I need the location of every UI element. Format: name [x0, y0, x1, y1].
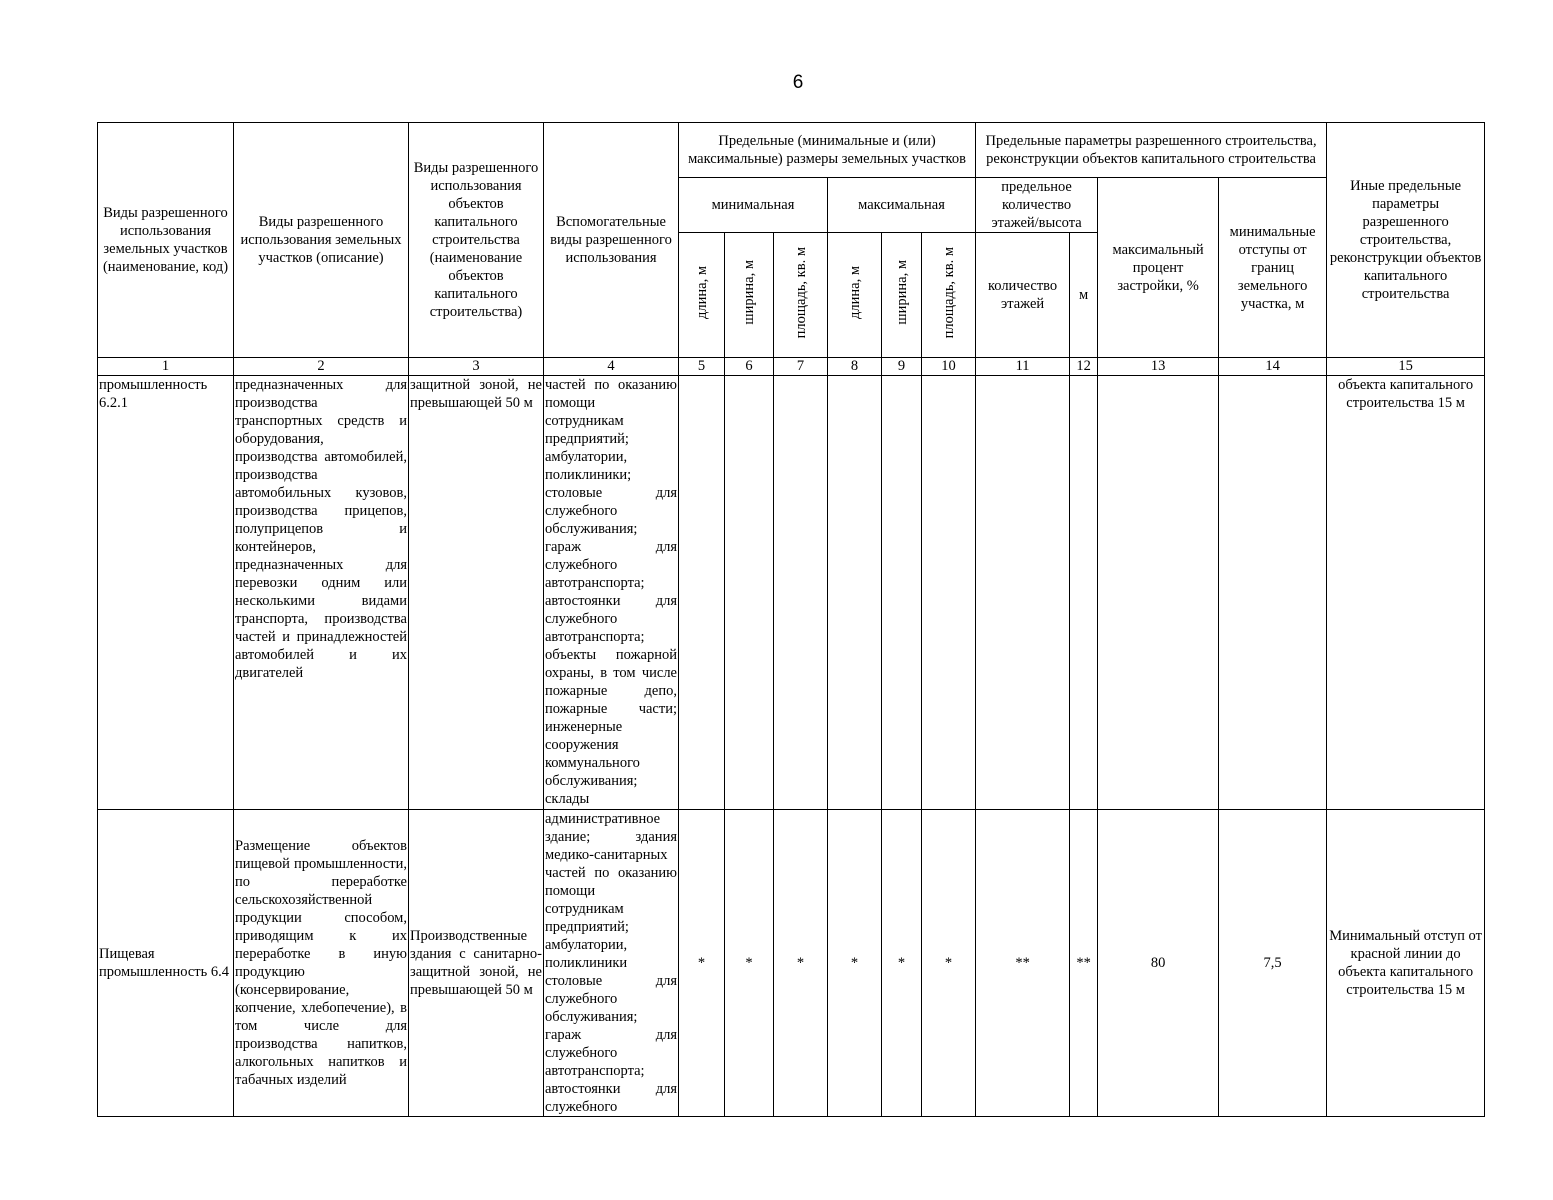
cell-min-width: *: [725, 810, 774, 1117]
header-min-setback: минимальные отступы от границ земельного участка, м: [1219, 178, 1327, 358]
header-other-parameters: Иные предельные параметры разрешенного строительства, реконструкции объектов капитального строительства: [1327, 123, 1485, 358]
header-floors-count: количество этажей: [976, 233, 1070, 358]
column-number: 10: [922, 358, 976, 376]
cell-max-length: [828, 376, 882, 810]
column-number: 12: [1070, 358, 1098, 376]
column-number: 5: [679, 358, 725, 376]
table-row: [98, 376, 1485, 810]
cell-floors-count: [976, 376, 1070, 810]
header-land-use-name: Виды разрешенного использования земельных участков (наименование, код): [98, 123, 234, 358]
cell-min-setback: [1219, 376, 1327, 810]
cell-other-parameters: Минимальный отступ от красной линии до объекта капитального строительства 15 м: [1327, 810, 1485, 1117]
column-number: 2: [234, 358, 409, 376]
header-min-width: ширина, м: [725, 233, 774, 358]
header-max-length: длина, м: [828, 233, 882, 358]
cell-max-length: *: [828, 810, 882, 1117]
column-number: 11: [976, 358, 1070, 376]
column-number: 7: [774, 358, 828, 376]
column-number: 3: [409, 358, 544, 376]
header-max-width: ширина, м: [882, 233, 922, 358]
cell-max-width: [882, 376, 922, 810]
header-maximum: максимальная: [828, 178, 976, 233]
header-min-area: площадь, кв. м: [774, 233, 828, 358]
zoning-regulations-table: [97, 122, 1485, 1117]
header-floors-height: предельное количество этажей/высота: [976, 178, 1098, 233]
header-minimum: минимальная: [679, 178, 828, 233]
header-capital-construction-use: Виды разрешенного использования объектов капитального строительства (наименование объектов капитального строительства): [409, 123, 544, 358]
cell-auxiliary-use: частей по оказанию помощи сотрудникам предприятий; амбулатории, поликлиники; столовые для служебного обслуживания; гараж для служебного автотранспорта; автостоянки для служебного автотранспорта; объекты пожарной охраны, в том числе пожарные депо, пожарные части; инженерные сооружения коммунального обслуживания; склады: [544, 376, 679, 810]
cell-auxiliary-use: административное здание; здания медико-санитарных частей по оказанию помощи сотрудникам предприятий; амбулатории, поликлиники столовые для служебного обслуживания; гараж для служебного автотранспорта; автостоянки для служебного: [545, 811, 677, 1115]
column-number: 9: [882, 358, 922, 376]
cell-land-use-description: предназначенных для производства транспортных средств и оборудования, производства автомобилей, производства автомобильных кузовов, производства прицепов, полуприцепов и контейнеров, предназначенных для перевозки одним или несколькими видами транспорта, производства частей и принадлежностей автомобилей и их двигателей: [234, 376, 409, 810]
column-number: 4: [544, 358, 679, 376]
page-number: 6: [792, 72, 804, 93]
header-plot-size-limits: Предельные (минимальные и (или) максимальные) размеры земельных участков: [679, 123, 976, 178]
header-construction-limits: Предельные параметры разрешенного строительства, реконструкции объектов капитального строительства: [976, 123, 1327, 178]
header-land-use-description: Виды разрешенного использования земельных участков (описание): [234, 123, 409, 358]
cell-min-area: [774, 376, 828, 810]
cell-max-build-percent: 80: [1098, 810, 1219, 1117]
cell-land-use-description: Размещение объектов пищевой промышленности, по переработке сельскохозяйственной продукции способом, приводящим к их переработке в иную продукцию (консервирование, копчение, хлебопечение), в том числе для производства напитков, алкогольных напитков и табачных изделий: [234, 810, 409, 1117]
header-row-1: [98, 123, 1485, 178]
header-auxiliary-use: Вспомогательные виды разрешенного использования: [544, 123, 679, 358]
header-max-area: площадь, кв. м: [922, 233, 976, 358]
cell-min-length: *: [679, 810, 725, 1117]
cell-capital-construction-use: защитной зоной, не превышающей 50 м: [409, 376, 544, 810]
cell-max-area: [922, 376, 976, 810]
column-number: 8: [828, 358, 882, 376]
cell-max-area: *: [922, 810, 976, 1117]
cell-max-build-percent: [1098, 376, 1219, 810]
cell-floors-count: **: [976, 810, 1070, 1117]
cell-other-parameters: объекта капитального строительства 15 м: [1327, 376, 1485, 810]
column-number: 15: [1327, 358, 1485, 376]
cell-min-setback: 7,5: [1219, 810, 1327, 1117]
header-min-length: длина, м: [679, 233, 725, 358]
cell-height: [1070, 376, 1098, 810]
column-number: 6: [725, 358, 774, 376]
table-row: [98, 810, 1485, 1117]
cell-min-length: [679, 376, 725, 810]
cell-land-use-name: Пищевая промышленность 6.4: [98, 810, 234, 1117]
cell-min-width: [725, 376, 774, 810]
column-number-row: [98, 358, 1485, 376]
cell-height: **: [1070, 810, 1098, 1117]
cell-min-area: *: [774, 810, 828, 1117]
header-max-build-percent: максимальный процент застройки, %: [1098, 178, 1219, 358]
column-number: 13: [1098, 358, 1219, 376]
cell-capital-construction-use: Производственные здания с санитарно-защитной зоной, не превышающей 50 м: [409, 810, 544, 1117]
cell-max-width: *: [882, 810, 922, 1117]
column-number: 1: [98, 358, 234, 376]
column-number: 14: [1219, 358, 1327, 376]
header-height-meters: м: [1070, 233, 1098, 358]
cell-land-use-name: промышленность 6.2.1: [98, 376, 234, 810]
